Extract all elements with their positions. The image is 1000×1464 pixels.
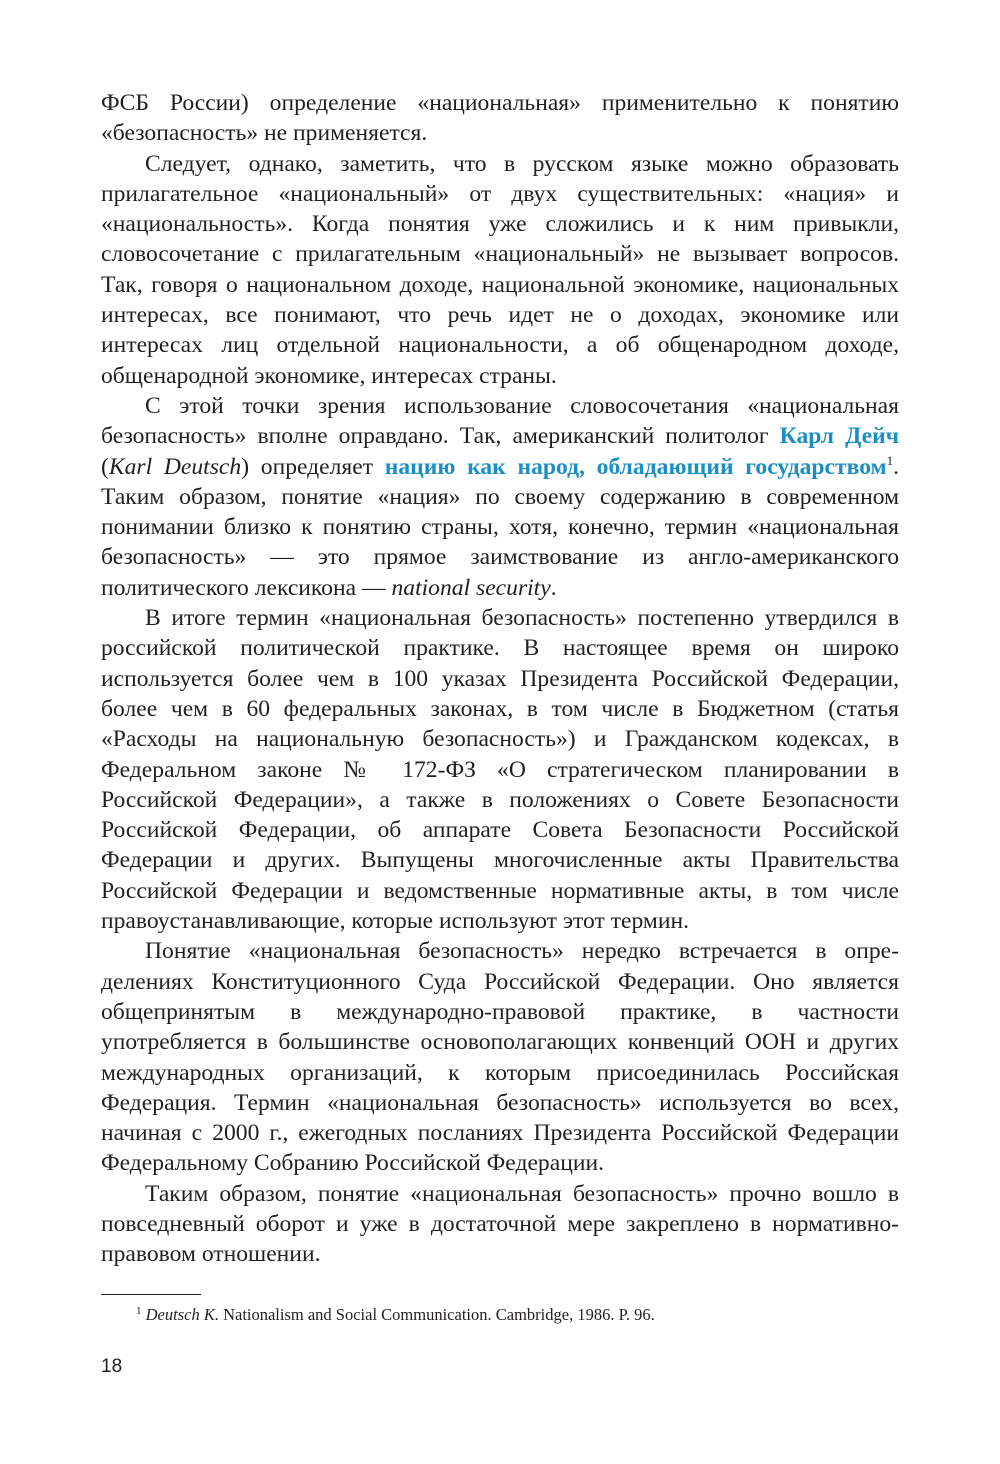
footnote-author: Deutsch K.: [145, 1305, 219, 1324]
paragraph-3-text-5: .: [550, 574, 557, 601]
paragraph-3: [101, 391, 899, 603]
footnote-text: Nationalism and Social Communication. Cambridge, 1986. P. 96.: [218, 1305, 655, 1324]
person-name-latin: Karl Deutsch: [108, 453, 242, 480]
paragraph-3-text-3: ) определяет: [241, 453, 385, 480]
footnote-divider: [101, 1294, 201, 1295]
paragraph-5: Понятие «национальная безопасность» нередко встречается в определениях Конституционного Суда Российской Федерации. Оно является общепринятым в международно-правовой практике, в частности употребляется в большинстве основополагающих конвенций ООН и других международных организаций, к которым присоединилась Российская Федерация. Термин «национальная безопасность» используется во всех, начиная с 2000 г., ежегодных посланиях Президента Российской Федерации Федеральному Собранию Российской Федерации.: [101, 938, 899, 1177]
footnote: [136, 1304, 896, 1326]
paragraph-3-text-4: . Таким образом, понятие «нация» по своему содержанию в современном понимании близко к понятию страны, хотя, конечно, термин «национальная безопасность» — это прямое заимствование из англо-американского политического лексикона —: [101, 453, 900, 601]
footnote-number: 1: [136, 1305, 142, 1317]
english-term: national security: [391, 574, 551, 601]
paragraph-1: ФСБ России) определение «национальная» применительно к понятию «безопасность» не применяется.: [101, 90, 899, 147]
page-number: 18: [101, 1356, 123, 1377]
paragraph-6: Таким образом, понятие «национальная безопасность» прочно вошло в повседневный оборот и уже в достаточной мере закреплено в нормативно-правовом отношении.: [101, 1180, 899, 1268]
definition-link-nation[interactable]: нацию как народ, обладающий государством: [384, 453, 887, 480]
paragraph-3-text-2: (: [101, 453, 109, 480]
person-link-karl-deutsch[interactable]: Карл Дейч: [779, 423, 900, 450]
footnote-reference[interactable]: 1: [886, 452, 894, 468]
paragraph-3-text-1: С этой точки зрения использование словосочетания «национальная безопасность» вполне оправдано. Так, американский политолог: [101, 392, 899, 450]
page-body: [101, 88, 899, 1270]
paragraph-2: Следует, однако, заметить, что в русском языке можно образовать прилагательное «национальный» от двух существительных: «нация» и «национальность». Когда понятия уже сложились и к ним привыкли, словосочетание с прилагательным «национальный» не вызывает вопросов. Так, говоря о национальном доходе, национальной экономике, национальных интересах, все понимают, что речь идет не о доходах, экономике или интересах лиц отдельной национальности, а об общенародном доходе, общенародной экономике, интересах страны.: [101, 150, 899, 389]
paragraph-4: В итоге термин «национальная безопасность» постепенно утвердился в российской политической практике. В настоящее время он широко используется более чем в 100 указах Президента Российской Федерации, более чем в 60 федеральных законах, в том числе в Бюджетном (статья «Расходы на национальную безопасность») и Гражданском кодексах, в Федеральном законе № 172-ФЗ «О стратегическом планировании в Российской Федерации», а также в положениях о Совете Безопасности Российской Федерации, об аппарате Совета Безопасности Российской Федерации и других. Выпущены многочисленные акты Правительства Российской Федерации и ведомственные нормативные акты, в том числе правоустанавливающие, которые используют этот термин.: [101, 605, 899, 935]
